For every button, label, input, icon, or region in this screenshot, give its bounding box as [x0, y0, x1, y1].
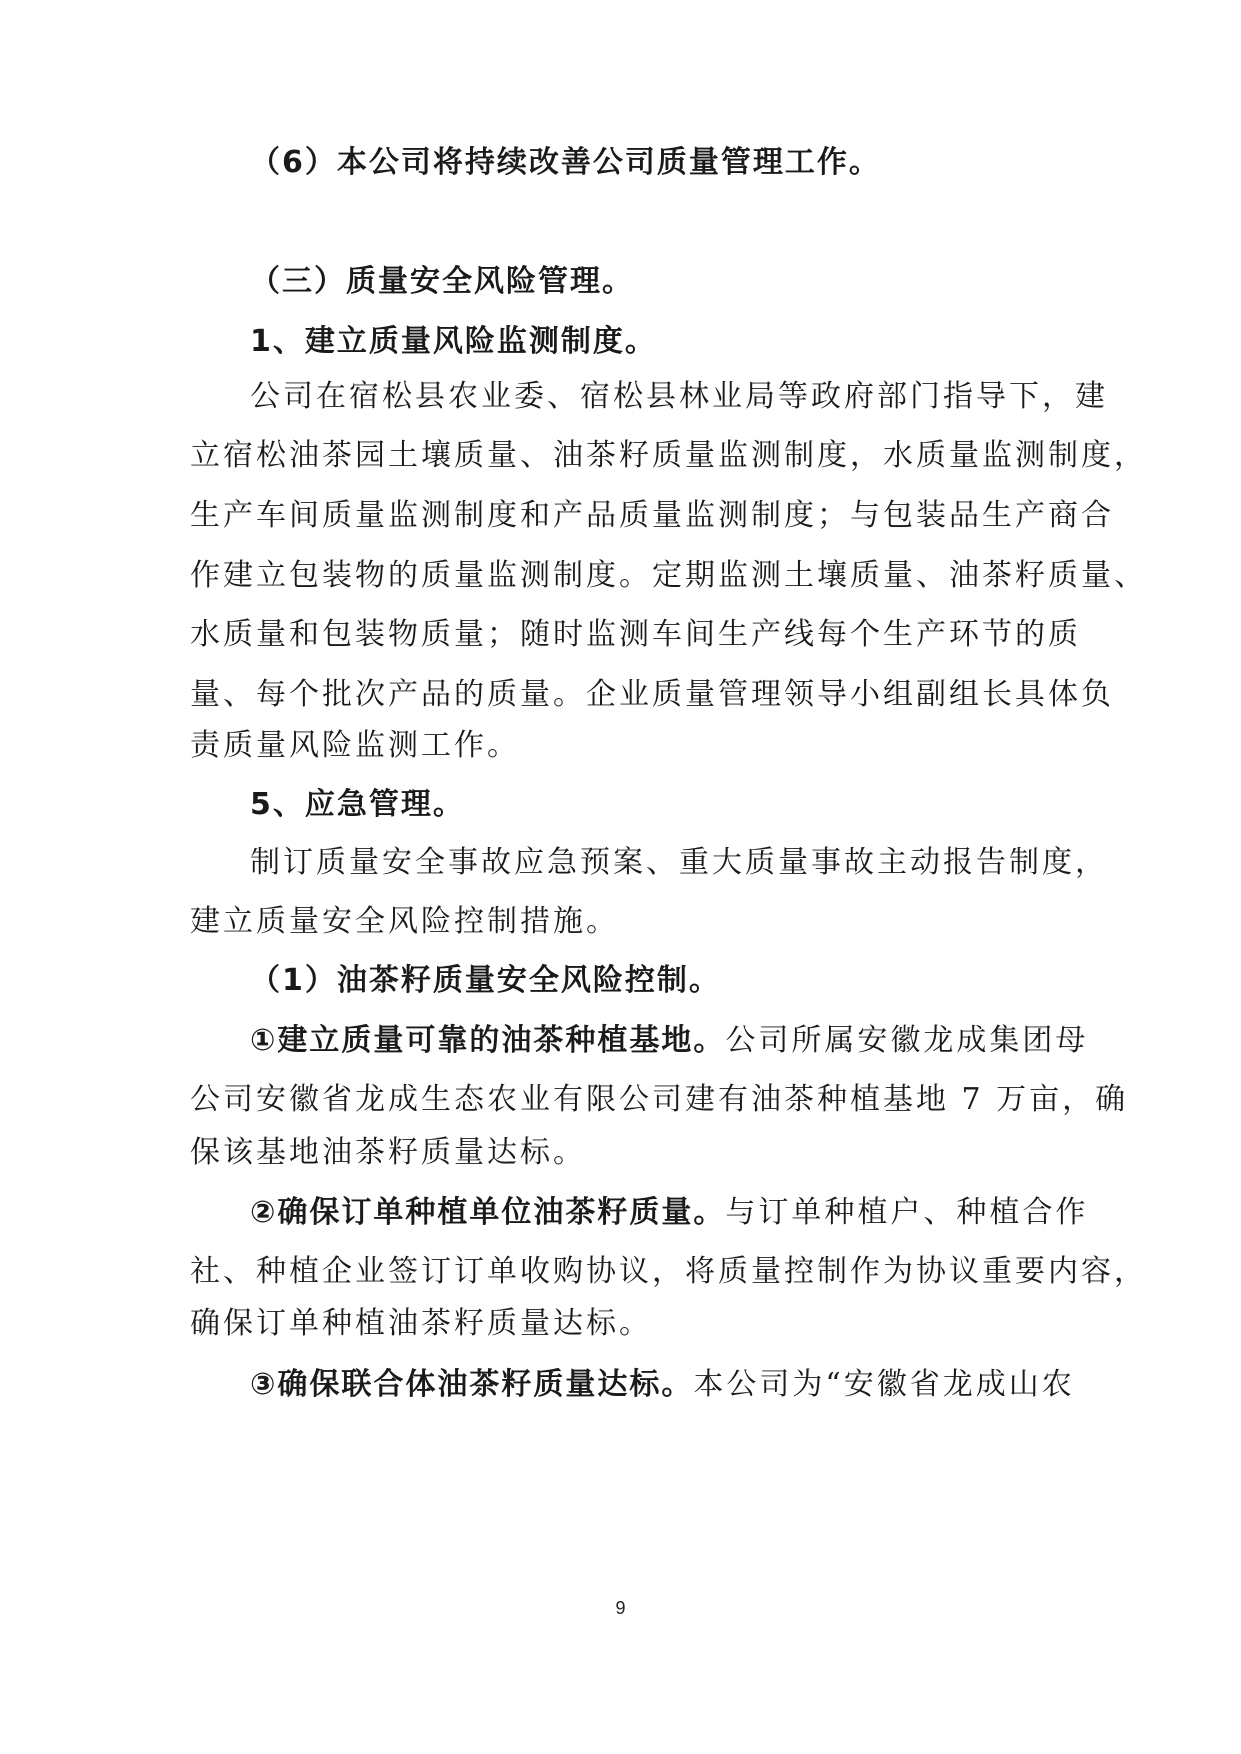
- section-heading-3: （三）质量安全风险管理。: [250, 264, 634, 299]
- subheading-item-1: （1）油茶籽质量安全风险控制。: [250, 963, 721, 998]
- paragraph-line: 建立质量安全风险控制措施。: [190, 904, 619, 939]
- paragraph-line: 确保订单种植油茶籽质量达标。: [190, 1306, 652, 1341]
- subheading-1: 1、建立质量风险监测制度。: [250, 324, 657, 359]
- paragraph-line: 作建立包装物的质量监测制度。定期监测土壤质量、油茶籽质量、: [190, 558, 1147, 593]
- page-number: 9: [615, 1598, 626, 1618]
- paragraph-line: 水质量和包装物质量；随时监测车间生产线每个生产环节的质: [190, 617, 1081, 652]
- point-3-text: 本公司为“安徽省龙成山农: [693, 1367, 1075, 1402]
- point-2-heading: ②确保订单种植单位油茶籽质量。: [250, 1195, 726, 1230]
- paragraph-line: 责质量风险监测工作。: [190, 728, 520, 763]
- paragraph-line: 立宿松油茶园土壤质量、油茶籽质量监测制度，水质量监测制度，: [190, 438, 1147, 473]
- item-6-text: （6）本公司将持续改善公司质量管理工作。: [250, 145, 881, 180]
- paragraph-line: 制订质量安全事故应急预案、重大质量事故主动报告制度，: [250, 845, 1108, 880]
- paragraph-line: 公司在宿松县农业委、宿松县林业局等政府部门指导下，建: [250, 379, 1108, 414]
- paragraph-line: 公司安徽省龙成生态农业有限公司建有油茶种植基地 7 万亩，确: [190, 1082, 1129, 1117]
- point-1-heading: ①建立质量可靠的油茶种植基地。: [250, 1023, 726, 1058]
- paragraph-line: 生产车间质量监测制度和产品质量监测制度；与包装品生产商合: [190, 498, 1114, 533]
- paragraph-line: [250, 1021, 1110, 1061]
- paragraph-line: [250, 1193, 1110, 1233]
- point-3-heading: ③确保联合体油茶籽质量达标。: [250, 1367, 694, 1402]
- point-1-text: 公司所属安徽龙成集团母: [725, 1023, 1089, 1058]
- paragraph-line: 保该基地油茶籽质量达标。: [190, 1135, 586, 1170]
- paragraph-line: 量、每个批次产品的质量。企业质量管理领导小组副组长具体负: [190, 677, 1114, 712]
- paragraph-line: 社、种植企业签订订单收购协议，将质量控制作为协议重要内容，: [190, 1254, 1147, 1289]
- paragraph-line: [250, 1365, 1110, 1405]
- point-2-text: 与订单种植户、种植合作: [725, 1195, 1089, 1230]
- subheading-5: 5、应急管理。: [250, 787, 465, 822]
